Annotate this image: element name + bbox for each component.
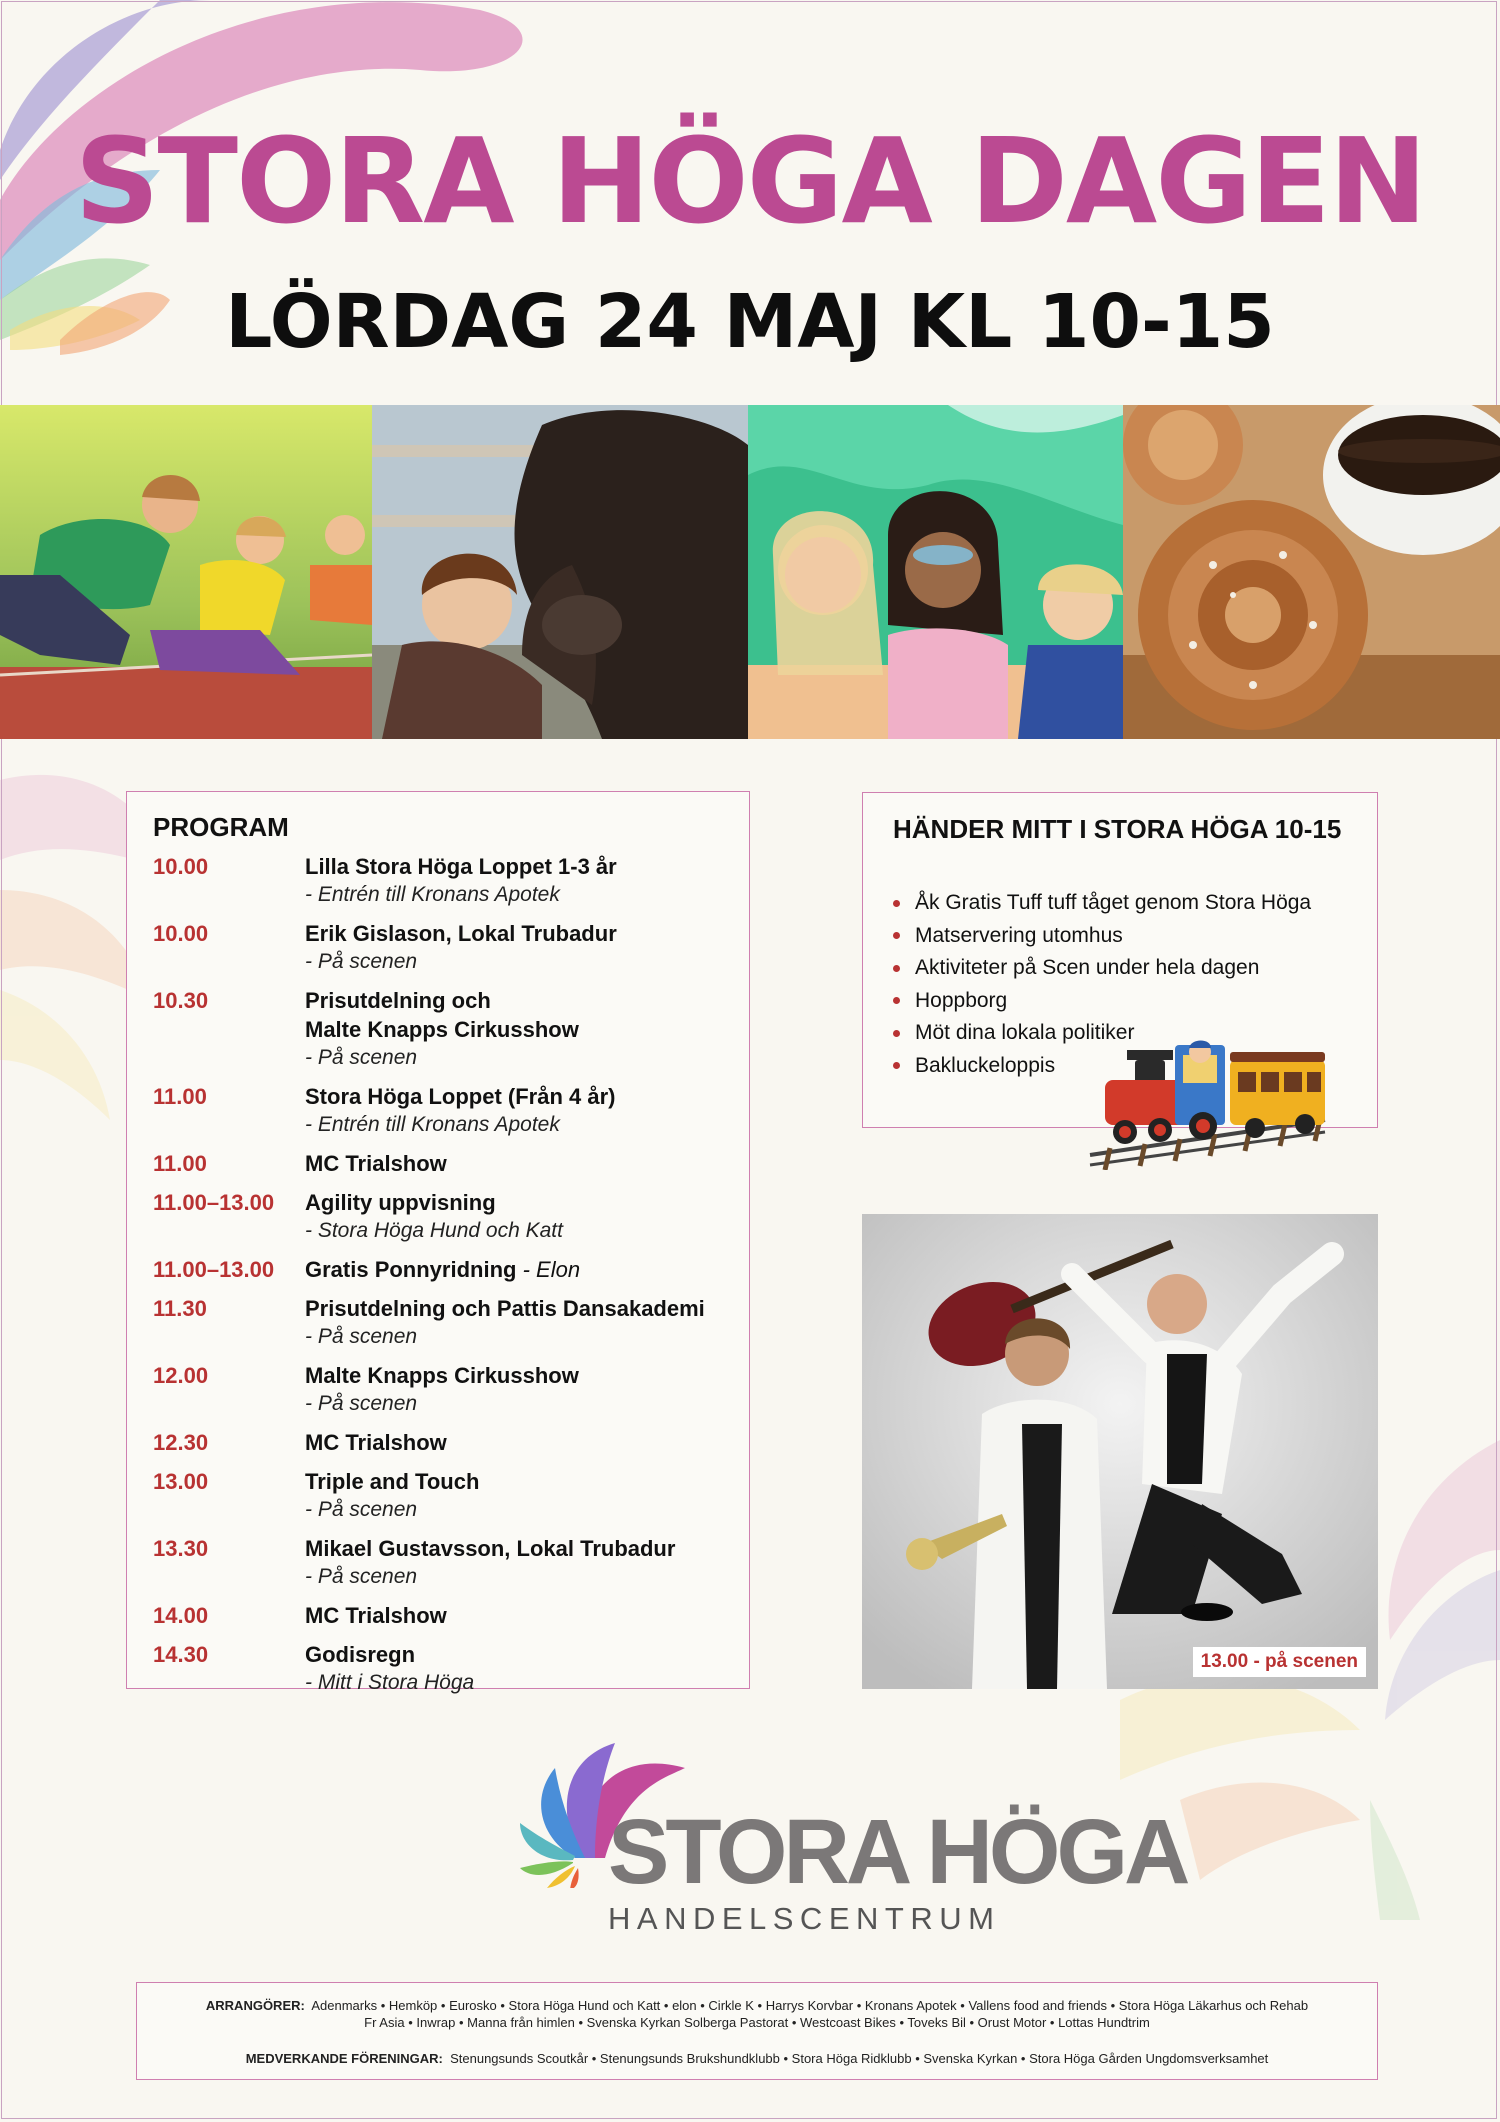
program-name	[305, 1601, 733, 1630]
program-item	[153, 1255, 733, 1284]
happenings-item-text: Matservering utomhus	[915, 923, 1123, 947]
photo-children-running	[0, 405, 372, 739]
program-item-body	[305, 1188, 733, 1245]
program-name-text: Prisutdelning och	[305, 988, 491, 1013]
bullet-icon	[893, 965, 900, 972]
arrangorer-line1: Adenmarks • Hemköp • Eurosko • Stora Höga Hund och Katt • elon • Cirkle K • Harrys Korvbar • Kronans Apotek • Vallens food and friends • Stora Höga Läkarhus och Rehab	[311, 1998, 1309, 2013]
happenings-item	[893, 920, 1311, 953]
event-date: LÖRDAG 24 MAJ KL 10-15	[225, 279, 1275, 365]
program-time: 13.30	[153, 1536, 209, 1561]
arrangorer-line2: Fr Asia • Inwrap • Manna från himlen • Svenska Kyrkan Solberga Pastorat • Westcoast Bikes • Toveks Bil • Orust Motor • Lottas Hundtrim	[364, 2015, 1150, 2030]
program-name	[305, 1640, 733, 1669]
photo-strip	[0, 405, 1500, 739]
program-time: 13.00	[153, 1469, 209, 1494]
program-name-text: Erik Gislason, Lokal Trubadur	[305, 921, 617, 946]
program-box	[126, 791, 750, 1694]
program-item-body	[305, 852, 733, 909]
program-location: - På scenen	[305, 1392, 418, 1415]
foreningar-label: MEDVERKANDE FÖRENINGAR:	[245, 2051, 443, 2066]
program-location: - På scenen	[305, 1325, 418, 1348]
program-time: 10.00	[153, 921, 209, 946]
happenings-item-text: Bakluckeloppis	[915, 1053, 1056, 1077]
happenings-title: HÄNDER MITT I STORA HÖGA 10-15	[893, 814, 1342, 844]
event-title: STORA HÖGA DAGEN	[74, 112, 1426, 250]
bullet-icon	[893, 900, 900, 907]
program-item-body	[305, 1534, 733, 1591]
arrangorer-block	[147, 1997, 1367, 2031]
program-name	[305, 1188, 733, 1217]
program-location: - Entrén till Kronans Apotek	[305, 1113, 560, 1136]
program-time: 11.00–13.00	[153, 1257, 275, 1282]
bullet-icon	[893, 997, 900, 1004]
program-name	[305, 1428, 733, 1457]
program-time: 10.00	[153, 854, 209, 879]
foreningar-block	[147, 2050, 1367, 2067]
foreningar-list: Stenungsunds Scoutkår • Stenungsunds Brukshundklubb • Stora Höga Ridklubb • Svenska Kyrkan • Stora Höga Gården Ungdomsverksamhet	[450, 2051, 1269, 2066]
program-name-line2: Malte Knapps Cirkusshow	[305, 1017, 579, 1042]
logo-subtitle: HANDELSCENTRUM	[608, 1901, 1001, 1936]
program-time: 12.30	[153, 1430, 209, 1455]
program-name-text: Mikael Gustavsson, Lokal Trubadur	[305, 1536, 676, 1561]
program-title: PROGRAM	[153, 812, 289, 842]
program-item	[153, 1467, 733, 1524]
program-item-body	[305, 1601, 733, 1630]
program-name	[305, 1361, 733, 1390]
happenings-item-text: Aktiviteter på Scen under hela dagen	[915, 956, 1260, 979]
program-item-body	[305, 919, 733, 976]
program-item-body	[305, 1361, 733, 1418]
program-item-body	[305, 1640, 733, 1697]
program-name	[305, 986, 733, 1015]
happenings-item-text: Åk Gratis Tuff tuff tåget genom Stora Höga	[915, 891, 1312, 914]
program-name	[305, 919, 733, 948]
program-list	[153, 852, 733, 1707]
photo-cinnamon-bun-coffee	[1123, 405, 1500, 739]
happenings-item-text: Möt dina lokala politiker	[915, 1021, 1135, 1044]
stora-hoga-logo	[515, 1738, 1187, 1938]
program-location: - Stora Höga Hund och Katt	[305, 1219, 563, 1242]
program-name-text: MC Trialshow	[305, 1430, 447, 1455]
program-name-text: MC Trialshow	[305, 1603, 447, 1628]
program-item-body	[305, 1082, 733, 1139]
program-location: - På scenen	[305, 1565, 418, 1588]
program-item	[153, 1428, 733, 1457]
program-item	[153, 1534, 733, 1591]
program-item-body	[305, 1467, 733, 1524]
artist-time-badge: 13.00 - på scenen	[1193, 1647, 1366, 1677]
program-item-body	[305, 1255, 733, 1284]
program-name-text: Malte Knapps Cirkusshow	[305, 1363, 579, 1388]
bullet-icon	[893, 1030, 900, 1037]
bullet-icon	[893, 932, 900, 939]
program-location-inline: - Elon	[516, 1257, 581, 1282]
program-name-text: Gratis Ponnyridning	[305, 1257, 517, 1282]
program-time: 11.00–13.00	[153, 1190, 275, 1215]
program-time: 14.00	[153, 1603, 209, 1628]
program-name-text: Prisutdelning och Pattis Dansakademi	[305, 1296, 705, 1321]
program-name-text: Stora Höga Loppet (Från 4 år)	[305, 1084, 616, 1109]
program-item	[153, 1082, 733, 1139]
program-name	[305, 1294, 733, 1323]
sponsors-footer	[136, 1982, 1378, 2080]
happenings-item-text: Hoppborg	[915, 988, 1008, 1012]
program-time: 10.30	[153, 988, 209, 1013]
program-name	[305, 1149, 733, 1178]
program-time: 11.00	[153, 1084, 207, 1109]
happenings-item	[893, 952, 1311, 985]
program-item	[153, 1601, 733, 1630]
program-item-body	[305, 986, 733, 1072]
program-name	[305, 1082, 733, 1111]
program-item	[153, 1640, 733, 1697]
program-item	[153, 1294, 733, 1351]
program-location: - På scenen	[305, 1498, 418, 1521]
artist-photo	[862, 1214, 1378, 1689]
program-item	[153, 852, 733, 909]
program-name-text: Triple and Touch	[305, 1469, 480, 1494]
program-location: - Entrén till Kronans Apotek	[305, 883, 560, 906]
program-location: - Mitt i Stora Höga	[305, 1671, 475, 1694]
arrangorer-label: ARRANGÖRER:	[205, 1998, 305, 2013]
program-time: 11.30	[153, 1296, 207, 1321]
program-item	[153, 1188, 733, 1245]
program-item	[153, 1149, 733, 1178]
program-name	[305, 1467, 733, 1496]
happenings-item	[893, 985, 1311, 1018]
program-time: 14.30	[153, 1642, 209, 1667]
program-location: - På scenen	[305, 1046, 418, 1069]
program-name-text: MC Trialshow	[305, 1151, 447, 1176]
program-name	[305, 1255, 733, 1284]
program-item	[153, 919, 733, 976]
photo-smiling-children	[748, 405, 1123, 739]
program-name	[305, 1534, 733, 1563]
logo-name: STORA HÖGA	[608, 1801, 1187, 1903]
toy-train-illustration	[1085, 1020, 1335, 1170]
program-item-body	[305, 1294, 733, 1351]
program-name-text: Agility uppvisning	[305, 1190, 496, 1215]
program-name-text: Lilla Stora Höga Loppet 1-3 år	[305, 854, 617, 879]
program-location: - På scenen	[305, 950, 418, 973]
program-item-body	[305, 1428, 733, 1457]
program-name	[305, 852, 733, 881]
program-item	[153, 1361, 733, 1418]
program-name-text: Godisregn	[305, 1642, 416, 1667]
happenings-item	[893, 887, 1311, 920]
program-time: 12.00	[153, 1363, 209, 1388]
program-item-body	[305, 1149, 733, 1178]
photo-girl-with-pony	[372, 405, 748, 739]
bullet-icon	[893, 1062, 900, 1069]
program-item	[153, 986, 733, 1072]
program-time: 11.00	[153, 1151, 207, 1176]
